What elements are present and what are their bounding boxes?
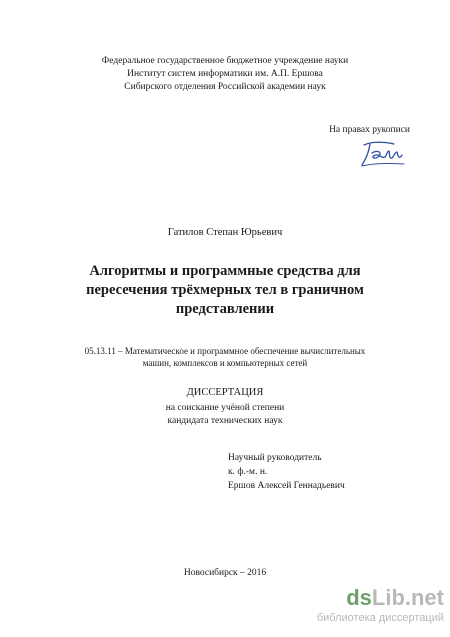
dslib-watermark[interactable]: [294, 585, 444, 631]
signature-icon: [356, 139, 408, 169]
logo-lib: Lib.net: [371, 585, 444, 610]
manuscript-note: На правах рукописи: [329, 125, 410, 135]
org-line: Сибирского отделения Российской академии наук: [124, 82, 326, 92]
specialty-block: [0, 345, 450, 369]
city-year: Новосибирск – 2016: [183, 568, 267, 578]
dslib-subtitle: библиотека диссертаций: [316, 612, 444, 624]
specialty-line: машин, комплексов и компьютерных сетей: [142, 358, 308, 368]
supervisor-line: Научный руководитель: [228, 453, 322, 463]
supervisor-line: Ершов Алексей Геннадьевич: [228, 481, 345, 491]
title-line: Алгоритмы и программные средства для: [89, 263, 361, 279]
dissertation-title: [0, 262, 450, 319]
author-name: Гатилов Степан Юрьевич: [167, 227, 283, 238]
org-line: Федеральное государственное бюджетное учреждение науки: [101, 56, 349, 66]
supervisor-block: [228, 451, 345, 493]
supervisor-line: к. ф.-м. н.: [228, 467, 268, 477]
title-line: пересечения трёхмерных тел в граничном: [86, 282, 364, 298]
org-line: Институт систем информатики им. А.П. Ершова: [127, 69, 323, 79]
degree-line: кандидата технических наук: [167, 416, 283, 426]
dslib-logo: [346, 585, 444, 611]
title-line: представлении: [175, 301, 275, 317]
logo-ds: ds: [346, 585, 372, 610]
degree-block: [0, 402, 450, 428]
organization-block: [0, 55, 450, 94]
degree-line: на соискание учёной степени: [165, 403, 285, 413]
dissertation-label: ДИССЕРТАЦИЯ: [186, 387, 264, 398]
specialty-line: 05.13.11 – Математическое и программное обеспечение вычислительных: [84, 346, 366, 356]
